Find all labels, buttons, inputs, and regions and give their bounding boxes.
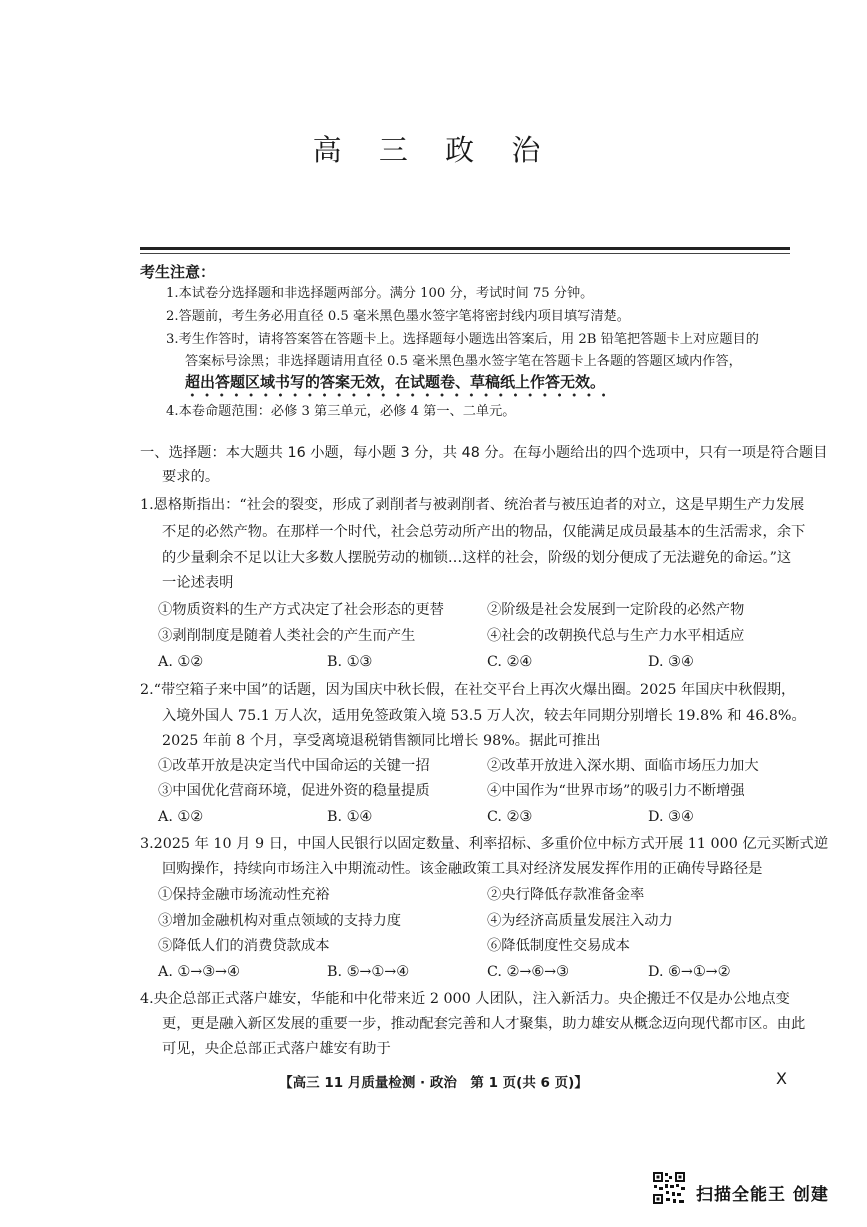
qr-code-icon [652,1171,686,1205]
scanner-watermark-label: 扫描全能王 创建 [696,1185,829,1205]
q3-statement-1: ①保持金融市场流动性充裕 [158,887,330,903]
q1-statement-2: ②阶级是社会发展到一定阶段的必然产物 [487,602,745,618]
section-heading: 一、选择题：本大题共 16 小题，每小题 3 分，共 48 分。在每小题给出的四个选项中，只有一项是符合题目 [140,445,828,461]
q3-option-d[interactable]: D. ⑥→①→② [648,964,731,980]
footer-mark: X [776,1069,787,1088]
q2-option-d[interactable]: D. ③④ [648,809,694,825]
notice-item-3-emphasis: 超出答题区域书写的答案无效，在试题卷、草稿纸上作答无效。 [185,373,606,391]
notice-heading: 考生注意： [140,263,216,281]
notice-item-1: 1.本试卷分选择题和非选择题两部分。满分 100 分，考试时间 75 分钟。 [166,286,594,301]
notice-item-3: 3.考生作答时，请将答案答在答题卡上。选择题每小题选出答案后，用 2B 铅笔把答题卡上对应题目的 [166,332,759,347]
notice-item-2: 2.答题前，考生务必用直径 0.5 毫米黑色墨水签字笔将密封线内项目填写清楚。 [166,309,630,324]
q3-option-c[interactable]: C. ②→⑥→③ [487,964,569,980]
q1-line-4: 一论述表明 [162,575,234,591]
q3-line-1: 3.2025 年 10 月 9 日，中国人民银行以固定数量、利率招标、多重价位中标方式开展 11 000 亿元买断式逆 [140,836,829,852]
q1-option-b[interactable]: B. ①③ [327,654,373,670]
q4-line-1: 4.央企总部正式落户雄安，华能和中化带来近 2 000 人团队，注入新活力。央企搬迁不仅是办公地点变 [140,991,790,1007]
q3-statement-5: ⑤降低人们的消费贷款成本 [158,938,330,954]
q2-statement-4: ④中国作为“世界市场”的吸引力不断增强 [487,783,745,799]
q2-line-3: 2025 年前 8 个月，享受离境退税销售额同比增长 98%。据此可推出 [162,733,601,749]
q1-line-2: 不足的必然产物。在那样一个时代，社会总劳动所产出的物品，仅能满足成员最基本的生活需求，余下 [162,524,806,540]
q2-option-b[interactable]: B. ①④ [327,809,373,825]
notice-item-3-cont: 答案标号涂黑；非选择题请用直径 0.5 毫米黑色墨水签字笔在答题卡上各题的答题区域内作答， [185,354,742,369]
q1-statement-3: ③剥削制度是随着人类社会的产生而产生 [158,628,416,644]
q1-option-a[interactable]: A. ①② [158,654,204,670]
page-footer: 【高三 11 月质量检测 · 政治 第 1 页(共 6 页)】 [279,1075,588,1091]
q2-statement-3: ③中国优化营商环境，促进外资的稳量提质 [158,783,430,799]
q2-line-1: 2.“带空箱子来中国”的话题，因为国庆中秋长假，在社交平台上再次火爆出圈。2025 年国庆中秋假期， [140,682,796,698]
q1-line-1: 1.恩格斯指出：“社会的裂变，形成了剥削者与被剥削者、统治者与被压迫者的对立，这是早期生产力发展 [140,497,805,513]
emphasis-dots [185,393,605,397]
q1-statement-4: ④社会的改朝换代总与生产力水平相适应 [487,628,745,644]
q1-option-c[interactable]: C. ②④ [487,654,533,670]
q2-option-c[interactable]: C. ②③ [487,809,533,825]
q2-line-2: 入境外国人 75.1 万人次，适用免签政策入境 53.5 万人次，较去年同期分别增长 19.8% 和 46.8%。 [162,708,806,724]
q3-statement-4: ④为经济高质量发展注入动力 [487,913,673,929]
q3-option-b[interactable]: B. ⑤→①→④ [327,964,410,980]
q3-statement-3: ③增加金融机构对重点领域的支持力度 [158,913,402,929]
q1-option-d[interactable]: D. ③④ [648,654,694,670]
q2-option-a[interactable]: A. ①② [158,809,204,825]
q4-line-3: 可见，央企总部正式落户雄安有助于 [162,1041,391,1057]
q3-statement-6: ⑥降低制度性交易成本 [487,938,630,954]
q2-statement-1: ①改革开放是决定当代中国命运的关键一招 [158,758,430,774]
q2-statement-2: ②改革开放进入深水期、面临市场压力加大 [487,758,759,774]
q1-line-3: 的少量剩余不足以让大多数人摆脱劳动的枷锁…这样的社会，阶级的划分便成了无法避免的命运。”这 [162,550,792,566]
header-rule-thick [140,247,790,250]
q3-option-a[interactable]: A. ①→③→④ [158,964,240,980]
page-title: 高 三 政 治 [312,133,555,167]
header-rule-thin [140,253,790,254]
notice-item-4: 4.本卷命题范围：必修 3 第三单元，必修 4 第一、二单元。 [166,404,516,419]
q1-statement-1: ①物质资料的生产方式决定了社会形态的更替 [158,602,444,618]
q4-line-2: 更，更是融入新区发展的重要一步，推动配套完善和人才聚集，助力雄安从概念迈向现代都市区。由此 [162,1016,806,1032]
section-heading-cont: 要求的。 [162,469,220,485]
q3-statement-2: ②央行降低存款准备金率 [487,887,645,903]
q3-line-2: 回购操作，持续向市场注入中期流动性。该金融政策工具对经济发展发挥作用的正确传导路径是 [162,861,763,877]
